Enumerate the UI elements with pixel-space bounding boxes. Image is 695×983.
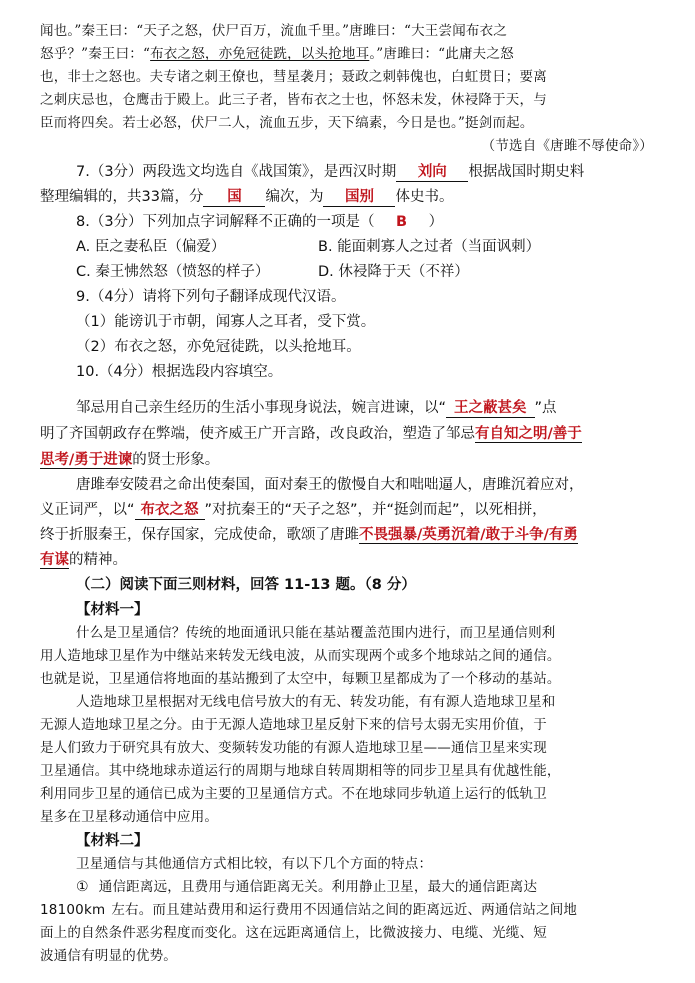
material-2-line-5: 波通信有明显的优势。 <box>40 948 177 964</box>
q10-p2-line-4: 有谋的精神。 <box>40 552 127 568</box>
material-1-line-2: 用人造地球卫星作为中继站来转发无线电波，从而实现两个或多个地球站之间的通信。 <box>40 648 561 664</box>
q9-sentence-2: （2）布衣之怒，亦免冠徒跣，以头抢地耳。 <box>76 339 361 355</box>
excerpt-line-5: 臣而将四矣。若士必怒，伏尸二人，流血五步，天下缟素，今日是也。”挺剑而起。 <box>40 115 534 131</box>
q8-option-c: C. 秦王怫然怒（愤怒的样子） <box>76 264 270 280</box>
q7-line-1: 7.（3分）两段选文均选自《战国策》，是西汉时期 刘向 根据战国时期史料 <box>76 164 585 180</box>
q10-p2-line-1: 唐雎奉安陵君之命出使秦国，面对秦王的傲慢自大和咄咄逼人，唐雎沉着应对， <box>76 477 584 493</box>
material-2-line-4: 面上的自然条件恶劣程度而变化。这在远距离通信上，比微波接力、电缆、光缆、短 <box>40 925 547 941</box>
q10-answer-4a: 不畏强暴/英勇沉着/敢于斗争/有勇 <box>359 527 578 543</box>
excerpt-line-1: 闻也。”秦王曰：“天子之怒，伏尸百万，流血千里。”唐雎曰：“大王尝闻布衣之 <box>40 23 508 39</box>
q8-stem: 8.（3分）下列加点字词解释不正确的一项是（ B ） <box>76 210 443 234</box>
q8-option-a: A. 臣之妻私臣（偏爱） <box>76 239 226 255</box>
q10-answer-3: 布衣之怒 <box>135 501 205 520</box>
material-1-line-7: 卫星通信。其中绕地球赤道运行的周期与地球自转周期相等的同步卫星具有优越性能， <box>40 763 561 779</box>
section-2-heading: （二）阅读下面三则材料，回答 11-13 题。（8 分） <box>76 577 416 593</box>
q7-line-2: 整理编辑的，共33篇，分 国 编次，为 国别 体史书。 <box>40 189 454 205</box>
material-2-line-2: ① 通信距离远，且费用与通信距离无关。利用静止卫星，最大的通信距离达 <box>76 879 538 895</box>
q9-stem: 9.（4分）请将下列句子翻译成现代汉语。 <box>76 289 346 305</box>
q10-p1-line-1: 邹忌用自己亲生经历的生活小事现身说法，婉言进谏，以“ 王之蔽甚矣 ”点 <box>76 400 557 416</box>
q8-answer: B <box>396 214 408 230</box>
q7-answer-2: 国 <box>203 188 265 207</box>
q10-answer-4b: 有谋 <box>40 552 69 568</box>
material-1-title: 【材料一】 <box>76 602 149 618</box>
q10-stem: 10.（4分）根据选段内容填空。 <box>76 364 283 380</box>
material-1-line-6: 是人们致力于研究具有放大、变频转发功能的有源人造地球卫星——通信卫星来实现 <box>40 740 547 756</box>
q10-p1-line-3: 思考/勇于进谏的贤士形象。 <box>40 452 220 468</box>
distance-value: 18100km <box>40 902 106 918</box>
material-1-line-4: 人造地球卫星根据对无线电信号放大的有无、转发功能，有有源人造地球卫星和 <box>76 694 556 710</box>
underlined-phrase: 布衣之怒，亦免冠徒跣，以头抢地耳 <box>150 46 370 62</box>
q10-p1-line-2: 明了齐国朝政存在弊端，使齐威王广开言路，改良政治，塑造了邹忌有自知之明/善于 <box>40 426 582 442</box>
q10-answer-2a: 有自知之明/善于 <box>475 426 582 442</box>
q10-p2-line-3: 终于折服秦王，保存国家，完成使命，歌颂了唐雎不畏强暴/英勇沉着/敢于斗争/有勇 <box>40 527 578 543</box>
q8-option-d: D. 休祲降于天（不祥） <box>318 264 469 280</box>
q7-answer-1: 刘向 <box>396 163 468 182</box>
q10-p2-line-2: 义正词严，以“ 布衣之怒 ”对抗秦王的“天子之怒”，并“挺剑而起”，以死相拼， <box>40 502 547 518</box>
q7-answer-3: 国别 <box>323 188 395 207</box>
excerpt-line-4: 之刺庆忌也，仓鹰击于殿上。此三子者，皆布衣之士也，怀怒未发，休祲降于天，与 <box>40 92 547 108</box>
material-1-line-8: 利用同步卫星的通信已成为主要的卫星通信方式。不在地球同步轨道上运行的低轨卫 <box>40 786 547 802</box>
q10-answer-1: 王之蔽甚矣 <box>446 399 535 418</box>
material-1-line-3: 也就是说，卫星通信将地面的基站搬到了太空中，每颗卫星都成为了一个移动的基站。 <box>40 671 561 687</box>
material-1-line-1: 什么是卫星通信？传统的地面通讯只能在基站覆盖范围内进行，而卫星通信则利 <box>76 625 556 641</box>
material-2-title: 【材料二】 <box>76 833 149 849</box>
material-1-line-9: 星多在卫星移动通信中应用。 <box>40 809 219 825</box>
q9-sentence-1: （1）能谤讥于市朝，闻寡人之耳者，受下赏。 <box>76 314 376 330</box>
excerpt-line-2: 怒乎？”秦王曰：“布衣之怒，亦免冠徒跣，以头抢地耳。”唐雎曰：“此庸夫之怒 <box>40 46 514 62</box>
excerpt-source: （节选自《唐雎不辱使命》） <box>481 138 653 154</box>
material-1-line-5: 无源人造地球卫星之分。由于无源人造地球卫星反射下来的信号太弱无实用价值，于 <box>40 717 547 733</box>
q10-answer-2b: 思考/勇于进谏 <box>40 452 133 468</box>
material-2-line-3: 18100km 左右。而且建站费用和运行费用不因通信站之间的距离远近、两通信站之间地 <box>40 902 578 918</box>
material-2-line-1: 卫星通信与其他通信方式相比较，有以下几个方面的特点： <box>76 856 433 872</box>
item-number-1: ① <box>76 879 89 895</box>
q8-option-b: B. 能面刺寡人之过者（当面讽刺） <box>318 239 541 255</box>
excerpt-line-3: 也，非士之怒也。夫专诸之刺王僚也，彗星袭月；聂政之刺韩傀也，白虹贯日；要离 <box>40 69 547 85</box>
